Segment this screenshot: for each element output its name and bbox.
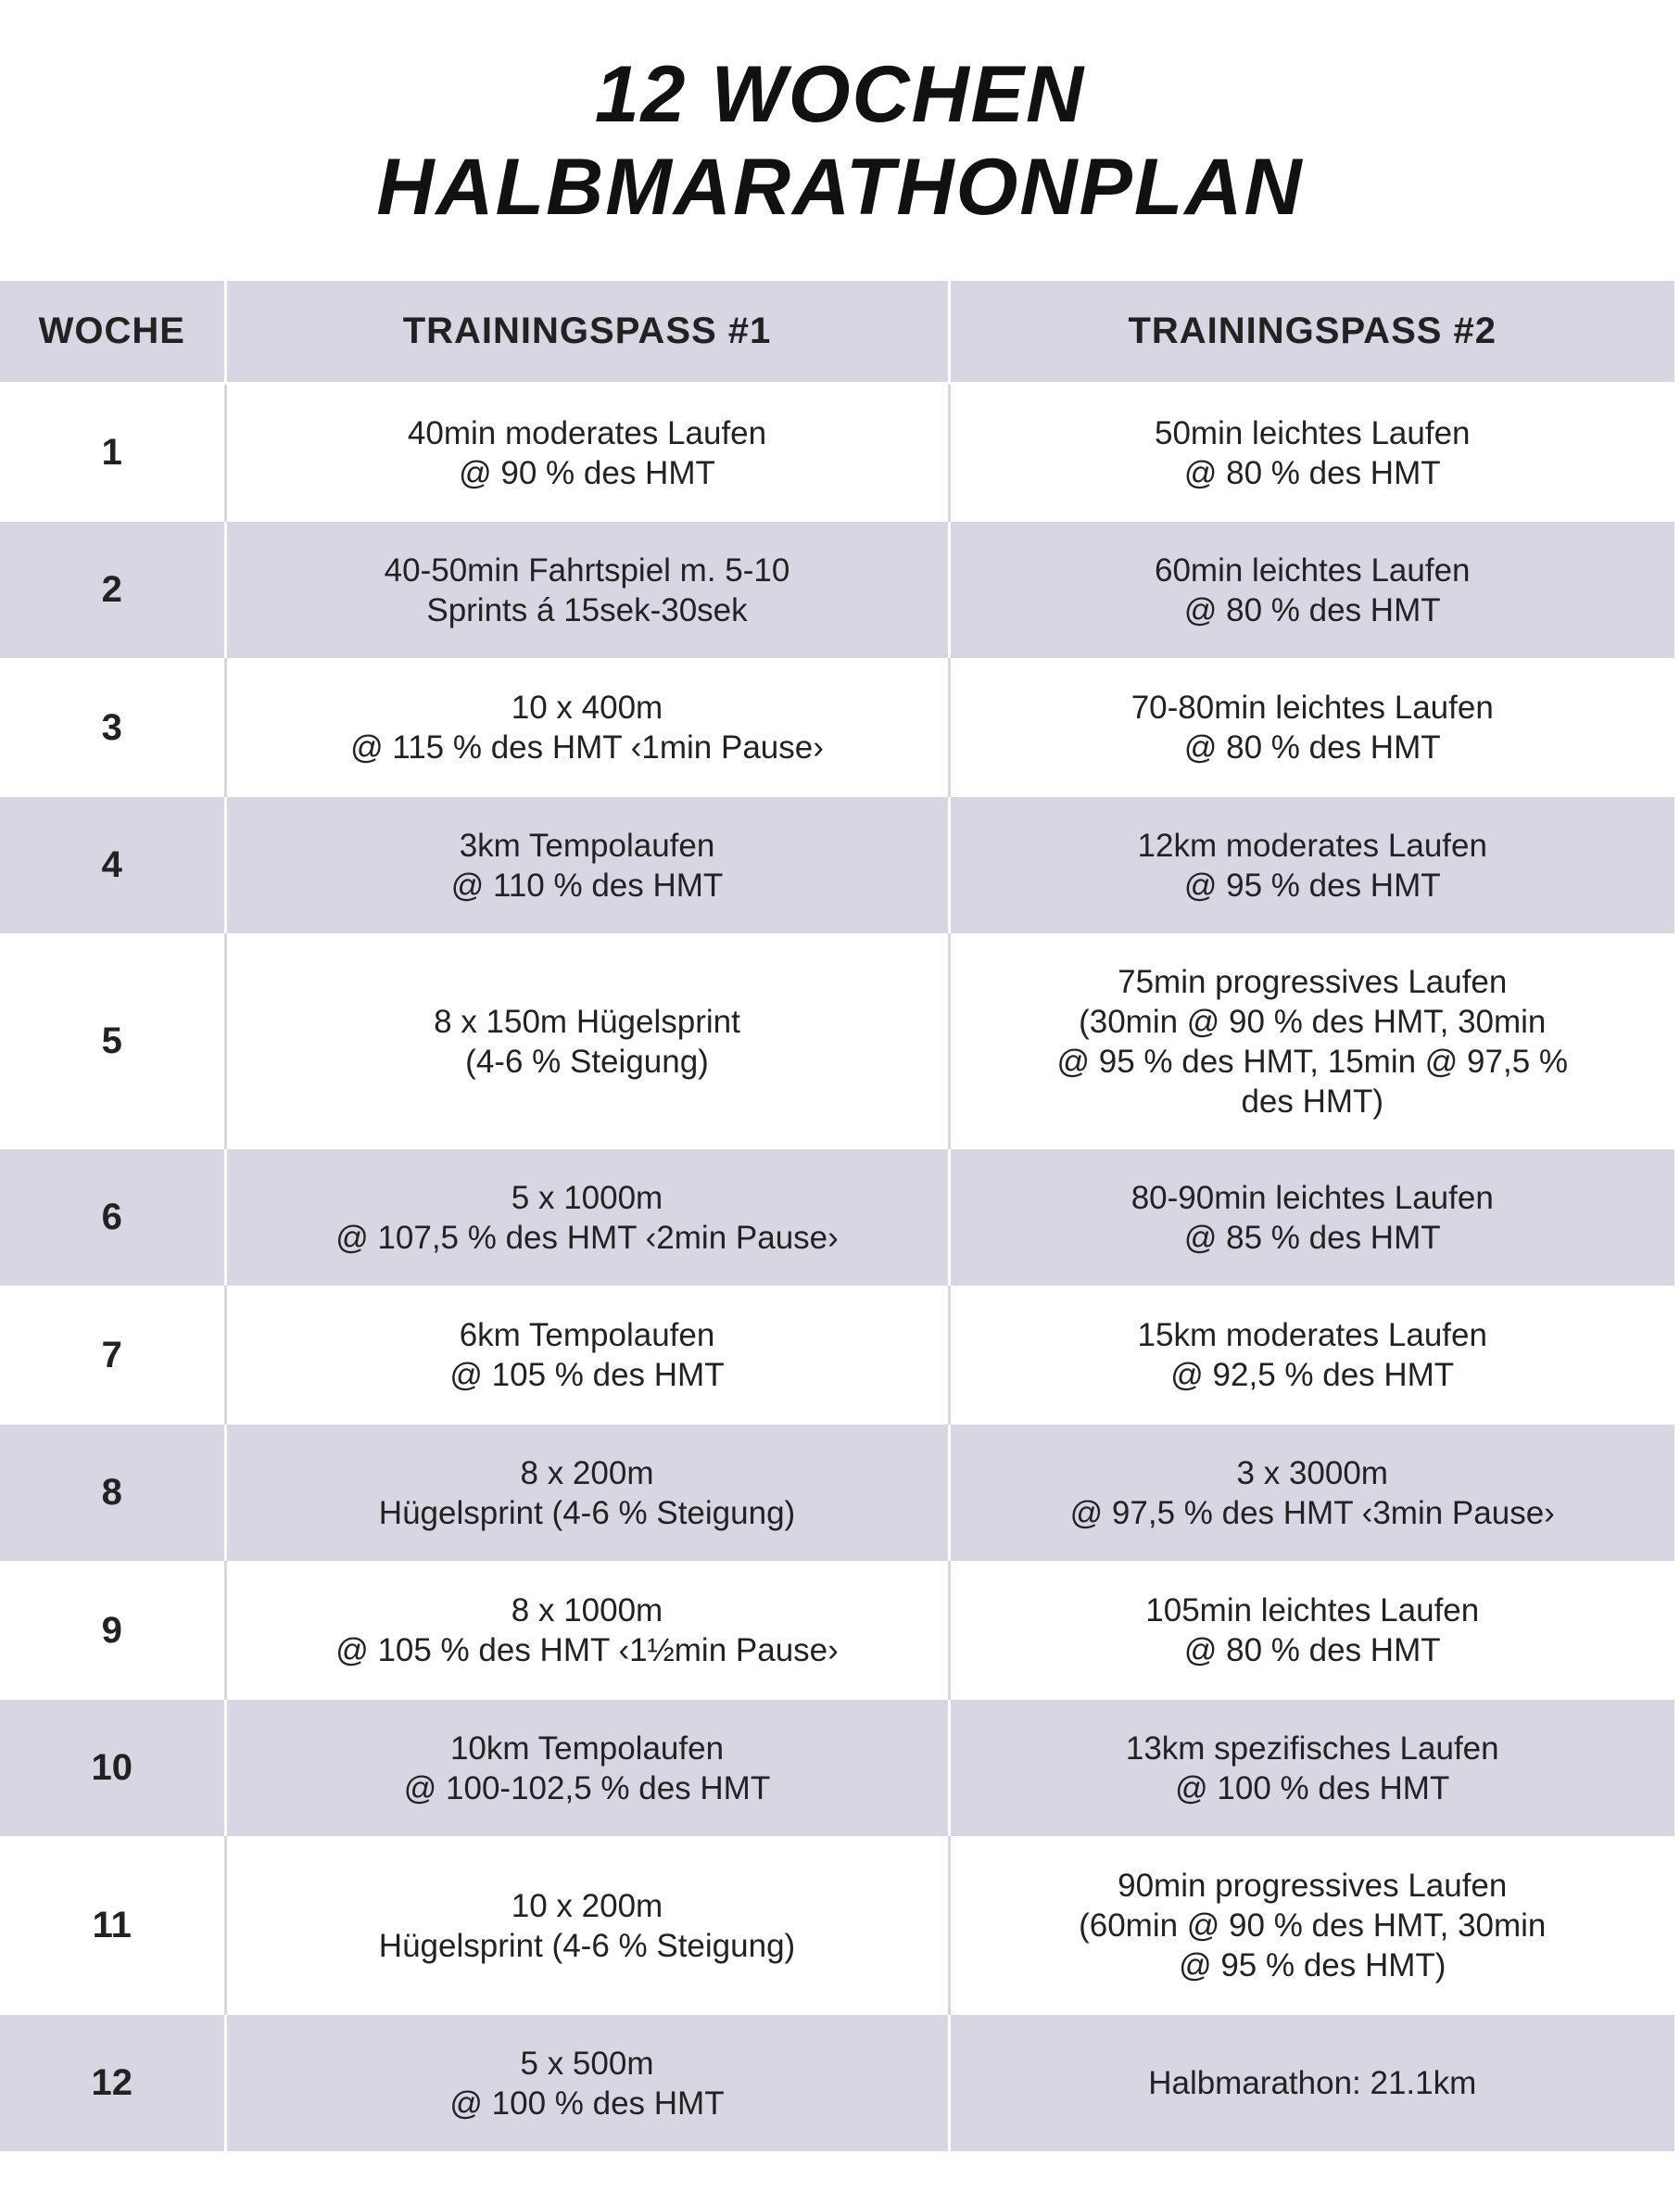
week-number: 2 xyxy=(0,522,225,658)
cell-line: 12km moderates Laufen xyxy=(1137,827,1487,864)
cell-line: 60min leichtes Laufen xyxy=(1155,551,1471,589)
cell-line: 8 x 150m Hügelsprint xyxy=(434,1003,740,1040)
table-body xyxy=(0,383,1674,2151)
trainingspass-2-cell xyxy=(949,522,1674,658)
cell-line: 5 x 500m xyxy=(520,2045,654,2082)
cell-line: 70-80min leichtes Laufen xyxy=(1131,690,1494,726)
table-row xyxy=(0,1561,1674,1700)
cell-line: des HMT) xyxy=(1241,1083,1384,1120)
cell-line: @ 80 % des HMT xyxy=(1183,729,1441,766)
cell-line: 10km Tempolaufen xyxy=(449,1730,725,1767)
week-number: 7 xyxy=(0,1286,225,1425)
cell-line: (60min @ 90 % des HMT, 30min xyxy=(1079,1907,1547,1944)
cell-line: (30min @ 90 % des HMT, 30min xyxy=(1079,1003,1547,1040)
cell-line: 3 x 3000m xyxy=(1236,1454,1388,1491)
cell-line: @ 92,5 % des HMT xyxy=(1170,1357,1455,1393)
week-number: 6 xyxy=(0,1149,225,1286)
week-number: 9 xyxy=(0,1561,225,1700)
week-number: 11 xyxy=(0,1836,225,2015)
cell-line: @ 105 % des HMT ‹1½min Pause› xyxy=(335,1632,839,1668)
cell-line: 50min leichtes Laufen xyxy=(1155,414,1471,451)
title-line-2: HALBMARATHONPLAN xyxy=(376,143,1304,232)
title-line-1: 12 WOCHEN xyxy=(594,50,1086,139)
header-trainingspass-1: TRAININGSPASS #1 xyxy=(225,281,949,383)
cell-line: @ 85 % des HMT xyxy=(1183,1219,1441,1256)
cell-line: 40-50min Fahrtspiel m. 5-10 xyxy=(384,551,790,589)
cell-line: @ 95 % des HMT xyxy=(1183,867,1441,904)
cell-line: (4-6 % Steigung) xyxy=(465,1043,709,1080)
cell-line: 105min leichtes Laufen xyxy=(1145,1592,1480,1628)
cell-line: Halbmarathon: 21.1km xyxy=(1148,2065,1477,2101)
table-row xyxy=(0,1149,1674,1286)
trainingspass-2-cell xyxy=(949,933,1674,1149)
trainingspass-2-cell xyxy=(949,1286,1674,1425)
table-row xyxy=(0,522,1674,658)
trainingspass-1-cell xyxy=(225,797,949,933)
table-row xyxy=(0,1286,1674,1425)
trainingspass-1-cell xyxy=(225,522,949,658)
cell-line: 90min progressives Laufen xyxy=(1118,1868,1508,1904)
trainingspass-2-cell xyxy=(949,2015,1674,2151)
cell-line: 15km moderates Laufen xyxy=(1137,1317,1487,1353)
cell-line: 10 x 200m xyxy=(511,1887,663,1924)
cell-line: 8 x 1000m xyxy=(511,1592,663,1628)
cell-line: 3km Tempolaufen xyxy=(459,827,715,864)
trainingspass-1-cell xyxy=(225,1561,949,1700)
cell-line: @ 105 % des HMT xyxy=(449,1357,725,1393)
trainingspass-2-cell xyxy=(949,1149,1674,1286)
trainingspass-2-cell xyxy=(949,1425,1674,1561)
header-trainingspass-2: TRAININGSPASS #2 xyxy=(949,281,1674,383)
trainingspass-1-cell xyxy=(225,1700,949,1836)
page-title xyxy=(0,48,1680,234)
trainingspass-1-cell xyxy=(225,383,949,522)
cell-line: @ 80 % des HMT xyxy=(1183,454,1441,491)
week-number: 4 xyxy=(0,797,225,933)
trainingspass-1-cell xyxy=(225,933,949,1149)
trainingspass-1-cell xyxy=(225,1149,949,1286)
trainingspass-2-cell xyxy=(949,658,1674,797)
cell-line: @ 100 % des HMT xyxy=(1175,1769,1450,1806)
table-row xyxy=(0,1700,1674,1836)
training-plan-table xyxy=(0,281,1674,2151)
trainingspass-2-cell xyxy=(949,797,1674,933)
trainingspass-1-cell xyxy=(225,658,949,797)
trainingspass-2-cell xyxy=(949,1836,1674,2015)
trainingspass-2-cell xyxy=(949,1561,1674,1700)
week-number: 10 xyxy=(0,1700,225,1836)
table-row xyxy=(0,383,1674,522)
cell-line: 8 x 200m xyxy=(520,1454,654,1491)
cell-line: Sprints á 15sek-30sek xyxy=(426,591,748,628)
week-number: 5 xyxy=(0,933,225,1149)
cell-line: @ 95 % des HMT) xyxy=(1179,1947,1446,1983)
cell-line: @ 80 % des HMT xyxy=(1183,591,1441,628)
cell-line: 10 x 400m xyxy=(511,690,663,726)
week-number: 8 xyxy=(0,1425,225,1561)
trainingspass-2-cell xyxy=(949,383,1674,522)
cell-line: @ 110 % des HMT xyxy=(450,867,724,904)
trainingspass-1-cell xyxy=(225,1425,949,1561)
cell-line: 5 x 1000m xyxy=(511,1179,663,1216)
cell-line: @ 107,5 % des HMT ‹2min Pause› xyxy=(335,1219,839,1256)
trainingspass-1-cell xyxy=(225,2015,949,2151)
cell-line: @ 100-102,5 % des HMT xyxy=(403,1769,771,1806)
cell-line: 13km spezifisches Laufen xyxy=(1125,1730,1499,1767)
table-header-row xyxy=(0,281,1674,383)
cell-line: @ 90 % des HMT xyxy=(459,454,715,491)
cell-line: 40min moderates Laufen xyxy=(407,414,767,451)
table-row xyxy=(0,1836,1674,2015)
table-row xyxy=(0,1425,1674,1561)
cell-line: @ 95 % des HMT, 15min @ 97,5 % xyxy=(1056,1043,1569,1080)
week-number: 3 xyxy=(0,658,225,797)
trainingspass-2-cell xyxy=(949,1700,1674,1836)
table-row xyxy=(0,2015,1674,2151)
table-row xyxy=(0,658,1674,797)
cell-line: @ 115 % des HMT ‹1min Pause› xyxy=(350,729,824,766)
cell-line: Hügelsprint (4-6 % Steigung) xyxy=(378,1927,796,1964)
cell-line: @ 97,5 % des HMT ‹3min Pause› xyxy=(1069,1494,1555,1531)
cell-line: 6km Tempolaufen xyxy=(459,1317,715,1353)
header-woche: WOCHE xyxy=(0,281,225,383)
cell-line: @ 100 % des HMT xyxy=(449,2085,725,2122)
week-number: 12 xyxy=(0,2015,225,2151)
cell-line: 80-90min leichtes Laufen xyxy=(1131,1179,1494,1216)
cell-line: 75min progressives Laufen xyxy=(1118,963,1508,1000)
trainingspass-1-cell xyxy=(225,1286,949,1425)
table-row xyxy=(0,797,1674,933)
cell-line: Hügelsprint (4-6 % Steigung) xyxy=(378,1494,796,1531)
table-row xyxy=(0,933,1674,1149)
cell-line: @ 80 % des HMT xyxy=(1183,1632,1441,1668)
week-number: 1 xyxy=(0,383,225,522)
trainingspass-1-cell xyxy=(225,1836,949,2015)
